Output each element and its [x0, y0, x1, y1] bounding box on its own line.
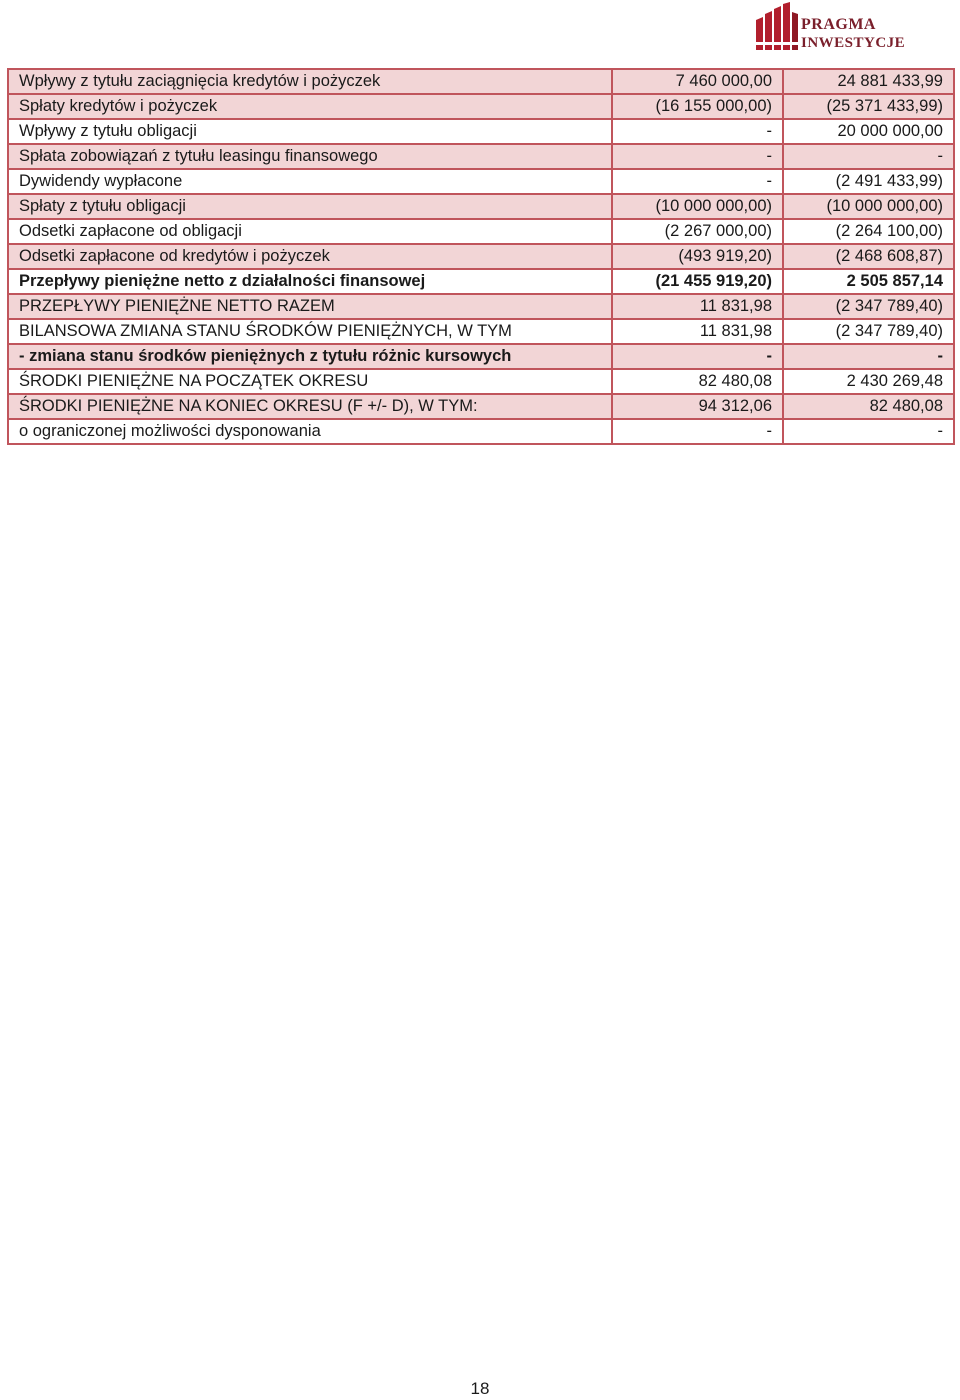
row-label: Spłaty kredytów i pożyczek — [8, 94, 612, 119]
row-label: Odsetki zapłacone od kredytów i pożyczek — [8, 244, 612, 269]
row-label: ŚRODKI PIENIĘŻNE NA KONIEC OKRESU (F +/- D), W TYM: — [8, 394, 612, 419]
page-number: 18 — [470, 1379, 490, 1398]
table-row — [8, 369, 954, 394]
value-previous-period: (10 000 000,00) — [783, 194, 954, 219]
value-current-period: 94 312,06 — [612, 394, 783, 419]
row-label: Odsetki zapłacone od obligacji — [8, 219, 612, 244]
value-current-period: 82 480,08 — [612, 369, 783, 394]
cash-flow-table-body — [8, 69, 954, 444]
table-row — [8, 69, 954, 94]
row-label: Wpływy z tytułu obligacji — [8, 119, 612, 144]
table-row — [8, 269, 954, 294]
table-row — [8, 169, 954, 194]
row-label: PRZEPŁYWY PIENIĘŻNE NETTO RAZEM — [8, 294, 612, 319]
company-logo — [754, 2, 904, 52]
row-label: Przepływy pieniężne netto z działalności finansowej — [8, 269, 612, 294]
value-previous-period: - — [783, 144, 954, 169]
table-row — [8, 394, 954, 419]
table-row — [8, 94, 954, 119]
table-row — [8, 194, 954, 219]
value-previous-period: (2 347 789,40) — [783, 319, 954, 344]
row-label: Spłata zobowiązań z tytułu leasingu finansowego — [8, 144, 612, 169]
value-previous-period: (2 468 608,87) — [783, 244, 954, 269]
value-previous-period: 2 505 857,14 — [783, 269, 954, 294]
table-row — [8, 144, 954, 169]
value-previous-period: - — [783, 419, 954, 444]
value-current-period: - — [612, 419, 783, 444]
value-current-period: - — [612, 119, 783, 144]
logo-text-line1: PRAGMA — [801, 16, 876, 33]
table-row — [8, 419, 954, 444]
row-label: ŚRODKI PIENIĘŻNE NA POCZĄTEK OKRESU — [8, 369, 612, 394]
value-previous-period: 24 881 433,99 — [783, 69, 954, 94]
value-current-period: - — [612, 169, 783, 194]
value-previous-period: 82 480,08 — [783, 394, 954, 419]
value-previous-period: (25 371 433,99) — [783, 94, 954, 119]
value-previous-period: (2 347 789,40) — [783, 294, 954, 319]
value-previous-period: - — [783, 344, 954, 369]
value-previous-period: (2 491 433,99) — [783, 169, 954, 194]
value-current-period: - — [612, 144, 783, 169]
value-previous-period: 2 430 269,48 — [783, 369, 954, 394]
table-row — [8, 319, 954, 344]
table-row — [8, 294, 954, 319]
table-row — [8, 119, 954, 144]
row-label: Dywidendy wypłacone — [8, 169, 612, 194]
value-current-period: - — [612, 344, 783, 369]
table-row — [8, 244, 954, 269]
logo-text-line2: INWESTYCJE — [801, 35, 906, 51]
row-label: - zmiana stanu środków pieniężnych z tytułu różnic kursowych — [8, 344, 612, 369]
value-current-period: 7 460 000,00 — [612, 69, 783, 94]
value-current-period: (16 155 000,00) — [612, 94, 783, 119]
table-row — [8, 344, 954, 369]
value-current-period: (493 919,20) — [612, 244, 783, 269]
value-current-period: (2 267 000,00) — [612, 219, 783, 244]
value-current-period: (10 000 000,00) — [612, 194, 783, 219]
row-label: BILANSOWA ZMIANA STANU ŚRODKÓW PIENIĘŻNYCH, W TYM — [8, 319, 612, 344]
row-label: Spłaty z tytułu obligacji — [8, 194, 612, 219]
value-previous-period: (2 264 100,00) — [783, 219, 954, 244]
value-current-period: 11 831,98 — [612, 294, 783, 319]
value-previous-period: 20 000 000,00 — [783, 119, 954, 144]
table-row — [8, 219, 954, 244]
value-current-period: (21 455 919,20) — [612, 269, 783, 294]
value-current-period: 11 831,98 — [612, 319, 783, 344]
row-label: o ograniczonej możliwości dysponowania — [8, 419, 612, 444]
cash-flow-table — [7, 68, 955, 445]
row-label: Wpływy z tytułu zaciągnięcia kredytów i pożyczek — [8, 69, 612, 94]
building-logo-icon — [754, 2, 800, 50]
